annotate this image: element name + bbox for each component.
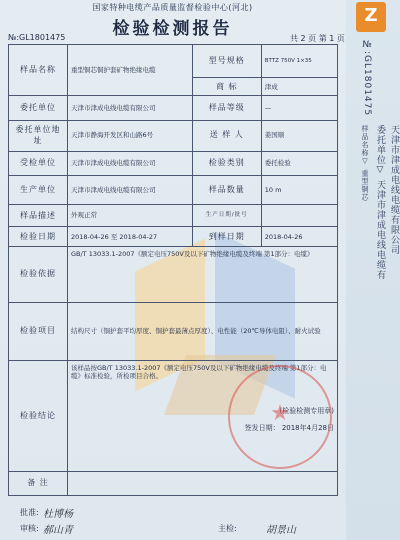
review-label: 审核:	[20, 524, 39, 533]
logo-glyph-icon: Z	[364, 5, 378, 26]
side-report-number: №:GL1801475	[362, 40, 372, 117]
seal-star-icon: ★	[270, 401, 290, 426]
signature-row	[8, 505, 338, 540]
issue-date: 签发日期： 2018年4月28日	[244, 423, 334, 432]
label-test-basis: 检验依据	[9, 247, 68, 303]
value-inspected-unit: 天津市津成电线电缆有限公司	[68, 151, 193, 175]
label-client: 委托单位	[9, 96, 68, 120]
side-stub	[346, 0, 400, 540]
label-producer: 生产单位	[9, 176, 68, 205]
label-sample-name: 样品名称	[9, 45, 68, 96]
value-quantity: 10 m	[261, 176, 337, 205]
report-number: №:GL1801475	[8, 33, 66, 42]
value-arrival-date: 2018-04-26	[261, 227, 337, 247]
label-remarks: 备 注	[9, 471, 68, 495]
value-trademark: 津成	[261, 78, 337, 96]
value-grade: —	[261, 96, 337, 120]
approve-label: 批准:	[20, 508, 39, 517]
label-trademark: 商 标	[192, 78, 261, 96]
label-inspected-unit: 受检单位	[9, 151, 68, 175]
value-check-type: 委托检验	[261, 151, 337, 175]
value-sample-description: 外观正常	[68, 205, 193, 227]
inspection-seal	[228, 365, 332, 469]
value-client: 天津市津成电线电缆有限公司	[68, 96, 193, 120]
main-inspector-label: 主检:	[218, 524, 237, 533]
value-remarks	[68, 471, 338, 495]
label-conclusion: 检验结论	[9, 360, 68, 471]
value-producer: 天津市津成电线电缆有限公司	[68, 176, 193, 205]
report-title: 检验检测报告	[112, 19, 233, 39]
value-client-address: 天津市静海开发区和山路6号	[68, 120, 193, 151]
label-model: 型号规格	[192, 45, 261, 78]
value-production-date	[261, 205, 337, 227]
value-sender: 姜国顺	[261, 120, 337, 151]
label-arrival-date: 到样日期	[192, 227, 261, 247]
label-test-items: 检验项目	[9, 302, 68, 360]
side-sample-name: 样品名称▽ 重型铜芯	[361, 125, 369, 202]
label-sender: 送 样 人	[192, 120, 261, 151]
label-grade: 样品等级	[192, 96, 261, 120]
value-conclusion: 该样品按GB/T 13033.1-2007《额定电压750V及以下矿物绝缘电缆及终端 第1部分：电缆》标准检验，所检项目合格。	[71, 363, 327, 381]
value-model: BTTZ 750V 1×35	[261, 45, 337, 78]
label-production-date: 生产日期/批号	[192, 205, 261, 227]
main-inspector-signature: 胡景山	[266, 525, 296, 536]
value-test-basis: GB/T 13033.1-2007《额定电压750V及以下矿物绝缘电缆及终端 第1部分：电缆》	[68, 247, 338, 303]
page-count: 共 2 页 第 1 页	[290, 34, 345, 43]
issuing-organization: 国家特种电缆产品质量监督检验中心(河北)	[92, 3, 253, 12]
label-test-date: 检验日期	[9, 227, 68, 247]
side-client: 委托单位▽ 天津市津成电线电缆有	[375, 125, 385, 280]
review-signature: 郝山青	[43, 525, 73, 536]
value-test-items: 结构尺寸（铜护套平均厚度、铜护套最薄点厚度）、电性能（20℃导体电阻）、耐火试验	[68, 302, 338, 360]
label-quantity: 样品数量	[192, 176, 261, 205]
approve-signature: 杜博杨	[43, 509, 73, 520]
brand-logo	[356, 2, 386, 32]
value-sample-name: 重型铜芯铜护套矿物绝缘电缆	[68, 45, 193, 96]
label-sample-description: 样品描述	[9, 205, 68, 227]
label-check-type: 检验类别	[192, 151, 261, 175]
stamp-note: (检验检测专用章)	[279, 406, 334, 415]
value-test-date: 2018-04-26 至 2018-04-27	[68, 227, 193, 247]
label-client-address: 委托单位地址	[9, 120, 68, 151]
side-company-name: 天津市津成电线电缆有限公司	[389, 125, 399, 255]
